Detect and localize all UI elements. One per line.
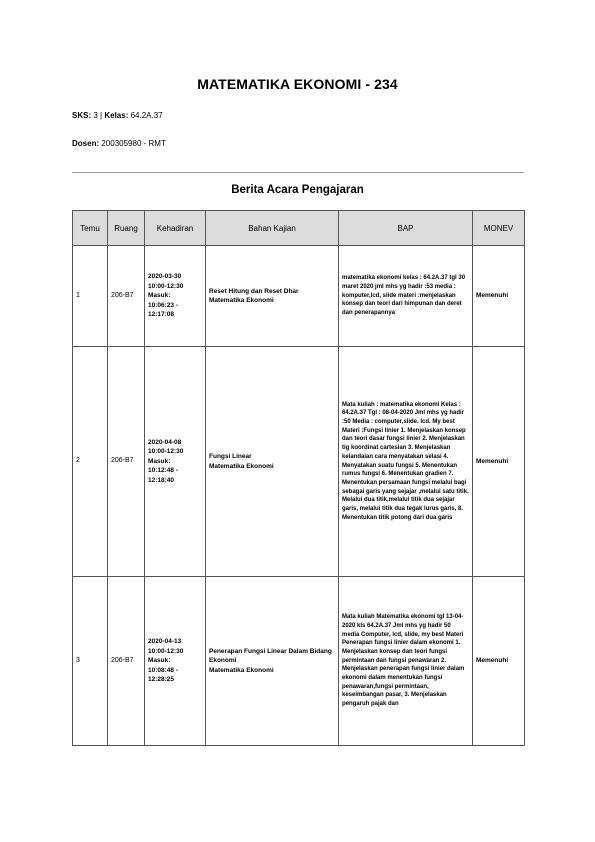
kehadiran-cell: [145, 347, 206, 577]
kelas-label: Kelas:: [104, 111, 129, 120]
section-title: Berita Acara Pengajaran: [231, 184, 364, 196]
bahan-course: Matematika Ekonomi: [209, 666, 274, 674]
bahan-kajian-cell: [206, 577, 339, 746]
ruang-cell: 206-B7: [108, 577, 145, 746]
kehadiran-schedule: 10:00-12:30: [148, 647, 184, 655]
bahan-course: Matematika Ekonomi: [209, 297, 274, 304]
bahan-topic: Penerapan Fungsi Linear Dalam Bidang Ekonomi: [209, 647, 332, 665]
temu-cell: 2: [73, 347, 108, 577]
ruang-cell: 206-B7: [108, 246, 145, 347]
bahan-kajian-cell: [206, 347, 339, 577]
kelas-value: 64.2A.37: [130, 111, 163, 120]
ruang-cell: 206-B7: [108, 347, 145, 577]
monev-cell: Memenuhi: [473, 246, 525, 347]
kehadiran-label: Masuk:: [148, 457, 171, 465]
bahan-topic: Reset Hitung dan Reset Dhar: [209, 287, 299, 295]
bahan-course: Matematika Ekonomi: [209, 462, 274, 470]
table-row: [73, 246, 525, 347]
kehadiran-out: 12:28:25: [148, 676, 175, 684]
monev-cell: Memenuhi: [473, 577, 525, 746]
sks-value: 3: [93, 111, 98, 120]
bap-cell: Mata kuliah Matematika ekonomi tgl 13-04-2020 kls 64.2A.37 Jml mhs yg hadir 50 media Computer, lcd, slide, my best Materi Penerapan fungsi linier dalam ekonomi 1. Menjelaskan konsep dan teori fungsi permintaan dan fungsi penawaran 2. Menjelaskan penerapan fungsi linier dalam ekonomi dalam menentukan fungsi penawaran,fungsi permintaan, keseimbangan pasar, 3. Menjelaskan pengaruh pajak dan: [339, 577, 473, 746]
column-header-kehadiran: Kehadiran: [145, 211, 206, 246]
kehadiran-label: Masuk:: [148, 292, 171, 300]
kehadiran-schedule: 10:00-12:30: [148, 448, 184, 456]
sks-label: SKS:: [72, 111, 92, 120]
table-header-row: [73, 211, 525, 246]
dosen-label: Dosen:: [72, 139, 100, 148]
kehadiran-schedule: 10:00-12:30: [148, 282, 184, 290]
temu-cell: 1: [73, 246, 108, 347]
column-header-temu: Temu: [73, 211, 108, 246]
column-header-bahan-kajian: Bahan Kajian: [206, 211, 339, 246]
bap-table: [72, 210, 525, 746]
monev-cell: Memenuhi: [473, 347, 525, 577]
bap-cell: Mata kuliah : matematika ekonomi Kelas : 64.2A.37 Tgl : 08-04-2020 Jml mhs yg hadir :50 Media : computer,slide. lcd. My best Materi :Fungsi linier 1. Menjelaskan konsep dan teori dasar fungsi linier 2. Menjelaskan tig koordinat cartesian 3. Menjelaskan kelandaian cara menyatakan selasi 4. Menyatakan suatu fungsi 5. Menentukan rumus fungsi 6. Menentukan gradien 7. Menentukan persamaan fungsi melalui bagi sebagai garis yang sejajar ,melalui satu titik. Melalui dua titik,melalui titik dua sejajar garis, melalui titik dua tegak lurus garis, 8. Menentukan titik potong dari dua garis: [339, 347, 473, 577]
kehadiran-cell: [145, 577, 206, 746]
separator: |: [100, 111, 103, 120]
kehadiran-label: Masuk:: [148, 657, 171, 665]
table-row: [73, 577, 525, 746]
kehadiran-date: 2020-04-13: [148, 638, 182, 646]
kehadiran-in: 10:08:48 -: [148, 666, 178, 674]
kehadiran-out: 12:18:40: [148, 476, 175, 484]
page-title: MATEMATIKA EKONOMI - 234: [197, 76, 398, 92]
dosen-value: 200305980 - RMT: [101, 139, 166, 148]
column-header-bap: BAP: [339, 211, 473, 246]
column-header-monev: MONEV: [473, 211, 525, 246]
course-meta: [72, 111, 163, 120]
temu-cell: 3: [73, 577, 108, 746]
bahan-kajian-cell: [206, 246, 339, 347]
bap-cell: matematika ekonomi kelas : 64.2A.37 tgl 30 maret 2020 jml mhs yg hadir :53 media : komputer,lcd, slide materi :menjelaskan konsep dan teori dari himpunan dan deret dan penerapannya: [339, 246, 473, 347]
table-row: [73, 347, 525, 577]
kehadiran-out: 12:17:08: [148, 311, 175, 319]
column-header-ruang: Ruang: [108, 211, 145, 246]
lecturer-meta: [72, 139, 166, 148]
kehadiran-in: 10:12:48 -: [148, 467, 178, 475]
divider: [72, 172, 524, 173]
kehadiran-in: 10:06:23 -: [148, 301, 178, 309]
bahan-topic: Fungsi Linear: [209, 453, 252, 461]
kehadiran-date: 2020-04-08: [148, 438, 182, 446]
kehadiran-date: 2020-03-30: [148, 273, 182, 281]
kehadiran-cell: [145, 246, 206, 347]
